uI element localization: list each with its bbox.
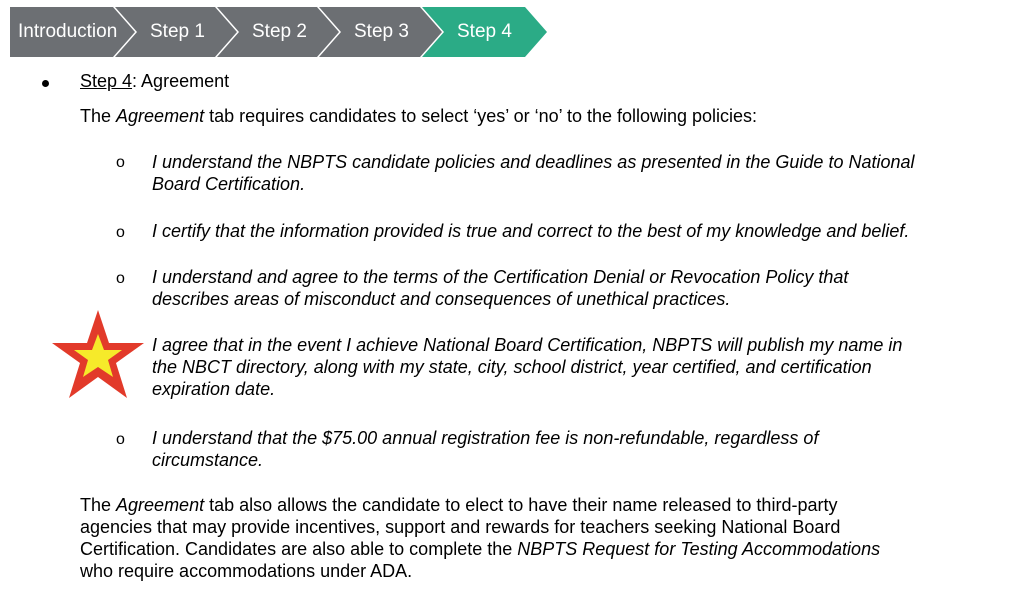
closing-line-2: agencies that may provide incentives, support and rewards for teachers seeking National Board	[80, 517, 841, 537]
step-4[interactable]: Step 4	[457, 21, 512, 42]
policy-item-starred	[152, 334, 1012, 400]
policy-line: expiration date.	[152, 379, 276, 399]
intro-em: Agreement	[116, 106, 205, 126]
closing-paragraph	[80, 494, 880, 582]
intro-paragraph	[80, 105, 757, 127]
closing-line-3	[80, 538, 880, 560]
policy-line: Board Certification.	[152, 174, 306, 194]
section-heading	[80, 71, 229, 92]
policy-line: I understand the NBPTS candidate policies and deadlines as presented in the Guide to National	[152, 152, 915, 172]
policy-item	[152, 266, 1012, 310]
policy-item	[152, 151, 1012, 195]
policy-line: the NBCT directory, along with my state, city, school district, year certified, and certification	[152, 357, 872, 377]
heading-rest: : Agreement	[132, 71, 230, 91]
intro-pre: The	[80, 106, 117, 126]
closing-post: tab also allows the candidate to elect to have their name released to third-party	[204, 495, 838, 515]
closing-line3-pre: Certification. Candidates are also able to complete the	[80, 539, 518, 559]
policy-line: circumstance.	[152, 450, 264, 470]
step-3[interactable]: Step 3	[354, 21, 409, 42]
list-marker-icon: o	[116, 270, 125, 287]
accommodations-form-name: NBPTS Request for Testing Accommodations	[517, 539, 881, 559]
star-icon	[52, 310, 144, 398]
policy-line: I understand and agree to the terms of the Certification Denial or Revocation Policy that	[152, 267, 849, 287]
step-4-link[interactable]: Step 4	[80, 71, 133, 91]
policy-line: I agree that in the event I achieve National Board Certification, NBPTS will publish my name in	[152, 335, 903, 355]
closing-line-1	[80, 494, 880, 516]
step-1[interactable]: Step 1	[150, 21, 205, 42]
policy-line: describes areas of misconduct and consequences of unethical practices.	[152, 289, 731, 309]
list-marker-icon: o	[116, 431, 125, 448]
closing-pre: The	[80, 495, 117, 515]
intro-post: tab requires candidates to select ‘yes’ or ‘no’ to the following policies:	[204, 106, 758, 126]
step-introduction[interactable]: Introduction	[18, 21, 118, 42]
step-2[interactable]: Step 2	[252, 21, 307, 42]
list-marker-icon: o	[116, 154, 125, 171]
closing-em: Agreement	[116, 495, 205, 515]
policy-line: I certify that the information provided is true and correct to the best of my knowledge and belief.	[152, 221, 910, 241]
policy-line: I understand that the $75.00 annual registration fee is non-refundable, regardless of	[152, 428, 819, 448]
list-marker-icon: o	[116, 224, 125, 241]
step-progress-bar	[10, 7, 550, 57]
policy-item	[152, 220, 1012, 242]
policy-item	[152, 427, 1012, 471]
bullet-dot-icon	[42, 80, 49, 87]
closing-line-4: who require accommodations under ADA.	[80, 561, 413, 581]
